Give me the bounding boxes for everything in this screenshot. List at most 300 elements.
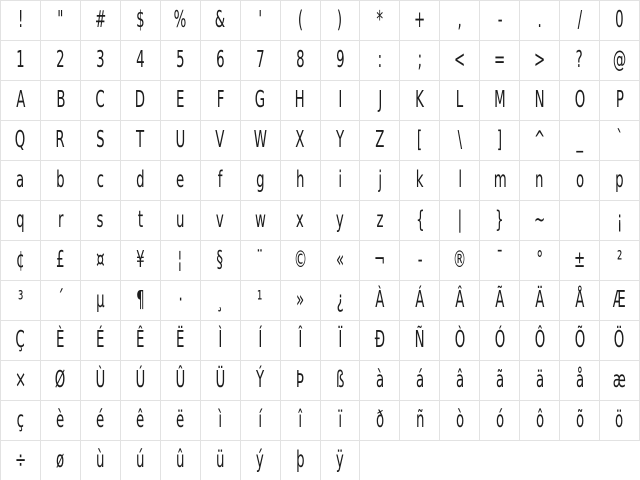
glyph: 8 — [295, 47, 305, 73]
glyph: ¿ — [336, 287, 344, 313]
glyph-cell — [360, 41, 400, 81]
glyph: · — [178, 287, 183, 313]
glyph-cell — [161, 321, 201, 361]
glyph-cell — [600, 161, 640, 201]
glyph: Z — [375, 127, 385, 153]
glyph-cell — [480, 81, 520, 121]
glyph-cell — [600, 321, 640, 361]
glyph-cell — [321, 361, 361, 401]
glyph-cell — [161, 201, 201, 241]
glyph-cell — [121, 281, 161, 321]
glyph: | — [457, 207, 463, 233]
glyph: z — [376, 207, 384, 233]
glyph: Ý — [256, 367, 265, 393]
glyph: ÿ — [336, 447, 344, 473]
glyph: i — [338, 167, 342, 193]
glyph-cell — [81, 121, 121, 161]
glyph: m — [493, 167, 507, 193]
glyph-cell — [281, 241, 321, 281]
glyph-cell — [41, 201, 81, 241]
glyph: × — [14, 367, 27, 393]
glyph-cell — [281, 401, 321, 441]
glyph: d — [136, 167, 145, 193]
glyph-cell — [560, 121, 600, 161]
glyph-cell — [480, 281, 520, 321]
glyph-cell — [41, 361, 81, 401]
glyph: U — [175, 127, 186, 153]
empty-grid-area — [360, 441, 640, 480]
glyph: " — [57, 7, 64, 33]
glyph-cell — [241, 201, 281, 241]
glyph-cell — [201, 241, 241, 281]
glyph: ´ — [57, 287, 64, 313]
glyph: F — [216, 87, 224, 113]
glyph: î — [298, 407, 302, 433]
glyph-cell — [360, 401, 400, 441]
glyph: Ì — [218, 327, 223, 353]
glyph-cell — [520, 321, 560, 361]
glyph: b — [56, 167, 65, 193]
glyph-cell — [321, 401, 361, 441]
glyph-cell — [1, 161, 41, 201]
glyph: ² — [616, 247, 623, 273]
glyph-cell — [480, 201, 520, 241]
glyph: H — [295, 87, 306, 113]
glyph-cell — [360, 241, 400, 281]
glyph: ¦ — [177, 247, 183, 273]
glyph-cell — [41, 241, 81, 281]
glyph-cell — [161, 1, 201, 41]
glyph: Ä — [535, 287, 545, 313]
glyph-cell — [161, 41, 201, 81]
glyph: Ô — [534, 327, 545, 353]
glyph-cell — [1, 401, 41, 441]
glyph-cell — [121, 241, 161, 281]
glyph: ù — [96, 447, 105, 473]
glyph: 4 — [136, 47, 145, 73]
glyph-cell — [41, 321, 81, 361]
glyph-cell — [161, 361, 201, 401]
glyph-cell — [440, 121, 480, 161]
glyph-cell — [560, 161, 600, 201]
glyph-cell — [600, 281, 640, 321]
glyph: 0 — [615, 7, 624, 33]
glyph: % — [173, 7, 187, 33]
glyph: h — [295, 167, 305, 193]
glyph-cell — [480, 161, 520, 201]
glyph: ¹ — [257, 287, 263, 313]
glyph-cell — [161, 441, 201, 480]
glyph-cell — [480, 321, 520, 361]
glyph: - — [417, 247, 423, 273]
glyph: Í — [258, 327, 263, 353]
glyph-cell — [241, 81, 281, 121]
glyph-cell — [201, 361, 241, 401]
glyph-cell — [241, 1, 281, 41]
glyph: o — [575, 167, 584, 193]
glyph: Æ — [613, 287, 627, 313]
glyph-cell — [321, 441, 361, 480]
glyph-cell — [520, 1, 560, 41]
glyph: É — [96, 327, 105, 353]
glyph: ; — [417, 47, 423, 73]
glyph: ñ — [415, 407, 425, 433]
glyph: ^ — [534, 127, 546, 153]
glyph: a — [16, 167, 25, 193]
glyph: B — [55, 87, 65, 113]
glyph: k — [415, 167, 424, 193]
glyph: I — [337, 87, 342, 113]
glyph: t — [137, 207, 143, 233]
glyph-cell — [600, 121, 640, 161]
glyph-cell — [281, 121, 321, 161]
glyph: 3 — [96, 47, 105, 73]
glyph-cell — [321, 121, 361, 161]
glyph-cell — [400, 241, 440, 281]
glyph-cell — [400, 121, 440, 161]
glyph: p — [615, 167, 624, 193]
glyph: R — [55, 127, 66, 153]
glyph: v — [216, 207, 225, 233]
glyph: Q — [15, 127, 26, 153]
glyph: E — [175, 87, 185, 113]
glyph-cell — [241, 121, 281, 161]
glyph-cell — [201, 41, 241, 81]
glyph: ¤ — [96, 247, 105, 273]
glyph: _ — [576, 127, 583, 153]
glyph: . — [537, 7, 542, 33]
glyph-cell — [161, 81, 201, 121]
glyph: Þ — [295, 367, 305, 393]
glyph-cell — [1, 361, 41, 401]
glyph-cell — [480, 241, 520, 281]
glyph-cell — [560, 361, 600, 401]
glyph: ³ — [17, 287, 24, 313]
glyph-cell — [520, 281, 560, 321]
glyph-cell — [121, 161, 161, 201]
glyph-cell — [480, 401, 520, 441]
glyph: ] — [497, 127, 503, 153]
glyph: $ — [136, 7, 145, 33]
glyph-cell — [480, 1, 520, 41]
glyph: + — [414, 7, 426, 33]
glyph-cell — [121, 361, 161, 401]
glyph-cell — [560, 1, 600, 41]
glyph-cell — [81, 1, 121, 41]
glyph-cell — [241, 441, 281, 480]
glyph: s — [96, 207, 104, 233]
glyph-cell — [360, 201, 400, 241]
glyph-cell — [321, 201, 361, 241]
glyph: Ñ — [414, 327, 425, 353]
glyph: \ — [457, 127, 463, 153]
glyph: þ — [295, 447, 305, 473]
glyph: Ü — [215, 367, 226, 393]
glyph: S — [96, 127, 105, 153]
glyph: { — [415, 207, 425, 233]
glyph-cell — [560, 201, 600, 241]
glyph: 5 — [175, 47, 185, 73]
glyph: w — [254, 207, 266, 233]
glyph-cell — [161, 241, 201, 281]
glyph: » — [295, 287, 305, 313]
glyph-cell — [480, 361, 520, 401]
glyph-cell — [121, 321, 161, 361]
glyph: D — [135, 87, 146, 113]
glyph: [ — [417, 127, 423, 153]
glyph-cell — [241, 241, 281, 281]
glyph-cell — [281, 41, 321, 81]
glyph-cell — [281, 81, 321, 121]
glyph: : — [377, 47, 383, 73]
glyph-cell — [1, 441, 41, 480]
glyph: Ë — [175, 327, 185, 353]
glyph: X — [295, 127, 305, 153]
glyph-cell — [440, 361, 480, 401]
glyph: û — [175, 447, 185, 473]
glyph-cell — [321, 81, 361, 121]
glyph: f — [217, 167, 223, 193]
glyph-cell — [1, 81, 41, 121]
glyph-cell — [81, 441, 121, 480]
glyph-cell — [560, 81, 600, 121]
glyph-cell — [360, 81, 400, 121]
glyph-cell — [81, 361, 121, 401]
glyph-cell — [41, 121, 81, 161]
glyph-cell — [440, 161, 480, 201]
glyph-cell — [1, 241, 41, 281]
glyph: Ø — [55, 367, 66, 393]
glyph: ~ — [534, 207, 546, 233]
glyph-cell — [360, 121, 400, 161]
glyph-cell — [400, 281, 440, 321]
glyph: ò — [455, 407, 464, 433]
glyph-cell — [81, 401, 121, 441]
glyph-cell — [201, 121, 241, 161]
glyph-cell — [121, 121, 161, 161]
glyph: u — [175, 207, 185, 233]
glyph-cell — [81, 201, 121, 241]
glyph: ' — [258, 7, 262, 33]
glyph: å — [575, 367, 584, 393]
glyph: j — [378, 167, 382, 193]
glyph: 1 — [16, 47, 25, 73]
glyph: g — [255, 167, 265, 193]
glyph-cell — [41, 1, 81, 41]
glyph: æ — [612, 367, 627, 393]
glyph: Õ — [574, 327, 585, 353]
glyph: & — [214, 7, 226, 33]
glyph-cell — [600, 201, 640, 241]
glyph: e — [176, 167, 185, 193]
glyph: = — [494, 47, 506, 73]
glyph-cell — [281, 161, 321, 201]
glyph: l — [457, 167, 462, 193]
glyph: ( — [297, 7, 303, 33]
glyph: ø — [56, 447, 65, 473]
glyph: © — [293, 247, 307, 273]
glyph-cell — [560, 41, 600, 81]
glyph-cell — [600, 241, 640, 281]
glyph: é — [96, 407, 105, 433]
glyph: ë — [176, 407, 185, 433]
glyph: ¡ — [616, 207, 623, 233]
glyph-cell — [161, 281, 201, 321]
glyph: L — [456, 87, 464, 113]
glyph-cell — [440, 321, 480, 361]
glyph: C — [95, 87, 106, 113]
glyph-cell — [520, 361, 560, 401]
glyph: N — [534, 87, 545, 113]
glyph-cell — [520, 201, 560, 241]
glyph-cell — [241, 41, 281, 81]
glyph: ö — [615, 407, 624, 433]
glyph: « — [335, 247, 345, 273]
glyph: Å — [575, 287, 585, 313]
glyph-cell — [440, 201, 480, 241]
glyph-cell — [440, 41, 480, 81]
glyph-cell — [1, 321, 41, 361]
glyph: ú — [136, 447, 145, 473]
glyph-cell — [400, 1, 440, 41]
glyph: ¬ — [374, 247, 386, 273]
glyph-cell — [440, 1, 480, 41]
glyph-cell — [440, 241, 480, 281]
glyph-cell — [360, 281, 400, 321]
glyph-cell — [560, 241, 600, 281]
glyph-cell — [281, 321, 321, 361]
glyph-cell — [201, 201, 241, 241]
glyph-cell — [400, 41, 440, 81]
glyph: @ — [612, 47, 627, 73]
glyph: § — [216, 247, 224, 273]
glyph: ¸ — [216, 287, 224, 313]
glyph: Ã — [495, 287, 505, 313]
glyph-cell — [281, 281, 321, 321]
glyph-cell — [560, 321, 600, 361]
glyph-cell — [440, 401, 480, 441]
glyph: x — [296, 207, 304, 233]
glyph: V — [215, 127, 225, 153]
glyph-cell — [1, 201, 41, 241]
glyph: Ð — [374, 327, 386, 353]
glyph: r — [57, 207, 64, 233]
glyph: ? — [576, 47, 584, 73]
glyph: Ï — [337, 327, 342, 353]
glyph-cell — [281, 201, 321, 241]
glyph: ï — [338, 407, 342, 433]
glyph: µ — [96, 287, 105, 313]
glyph-cell — [321, 321, 361, 361]
glyph-cell — [600, 1, 640, 41]
glyph-cell — [360, 161, 400, 201]
glyph-cell — [1, 281, 41, 321]
glyph: ü — [215, 447, 225, 473]
glyph-cell — [360, 1, 400, 41]
glyph: 2 — [56, 47, 65, 73]
glyph: ! — [17, 7, 24, 33]
glyph-cell — [241, 401, 281, 441]
glyph: Ç — [15, 327, 26, 353]
glyph-cell — [440, 281, 480, 321]
glyph: ¨ — [256, 247, 264, 273]
glyph-cell — [201, 281, 241, 321]
glyph: Ó — [494, 327, 505, 353]
glyph: < — [454, 47, 466, 73]
glyph: ` — [616, 127, 623, 153]
glyph: y — [336, 207, 344, 233]
glyph-cell — [440, 81, 480, 121]
glyph-cell — [1, 41, 41, 81]
glyph: ± — [574, 247, 586, 273]
glyph: Î — [298, 327, 302, 353]
glyph: > — [534, 47, 546, 73]
glyph-cell — [81, 161, 121, 201]
glyph-cell — [81, 321, 121, 361]
glyph-cell — [480, 121, 520, 161]
glyph-cell — [600, 41, 640, 81]
glyph-cell — [600, 361, 640, 401]
glyph-cell — [560, 401, 600, 441]
glyph: G — [254, 87, 266, 113]
glyph: ¢ — [16, 247, 25, 273]
glyph-cell — [241, 321, 281, 361]
glyph-cell — [600, 81, 640, 121]
glyph-cell — [201, 81, 241, 121]
glyph-cell — [201, 1, 241, 41]
glyph: P — [615, 87, 624, 113]
glyph-cell — [400, 401, 440, 441]
glyph-cell — [321, 41, 361, 81]
glyph-cell — [360, 321, 400, 361]
glyph: Â — [455, 287, 465, 313]
glyph-cell — [560, 281, 600, 321]
glyph: Ò — [454, 327, 466, 353]
glyph-cell — [41, 401, 81, 441]
glyph-cell — [520, 41, 560, 81]
glyph: à — [375, 367, 384, 393]
glyph: ® — [453, 247, 467, 273]
glyph-cell — [161, 161, 201, 201]
glyph-cell — [201, 321, 241, 361]
glyph: K — [415, 87, 425, 113]
glyph: - — [497, 7, 503, 33]
glyph: ¶ — [136, 287, 145, 313]
glyph: Á — [415, 287, 425, 313]
glyph: £ — [56, 247, 65, 273]
glyph: ß — [335, 367, 345, 393]
glyph: À — [375, 287, 385, 313]
glyph: Ö — [614, 327, 625, 353]
glyph-cell — [81, 41, 121, 81]
glyph-cell — [321, 161, 361, 201]
glyph: ð — [375, 407, 384, 433]
glyph: Ê — [136, 327, 145, 353]
glyph-cell — [41, 441, 81, 480]
glyph-cell — [41, 81, 81, 121]
glyph-cell — [520, 241, 560, 281]
glyph: ÷ — [14, 447, 27, 473]
glyph-cell — [81, 241, 121, 281]
glyph: ) — [337, 7, 343, 33]
glyph: ã — [495, 367, 504, 393]
glyph-cell — [41, 41, 81, 81]
glyph: 7 — [255, 47, 265, 73]
glyph: Û — [175, 367, 186, 393]
glyph: / — [577, 7, 582, 33]
glyph-cell — [201, 441, 241, 480]
glyph-cell — [121, 401, 161, 441]
